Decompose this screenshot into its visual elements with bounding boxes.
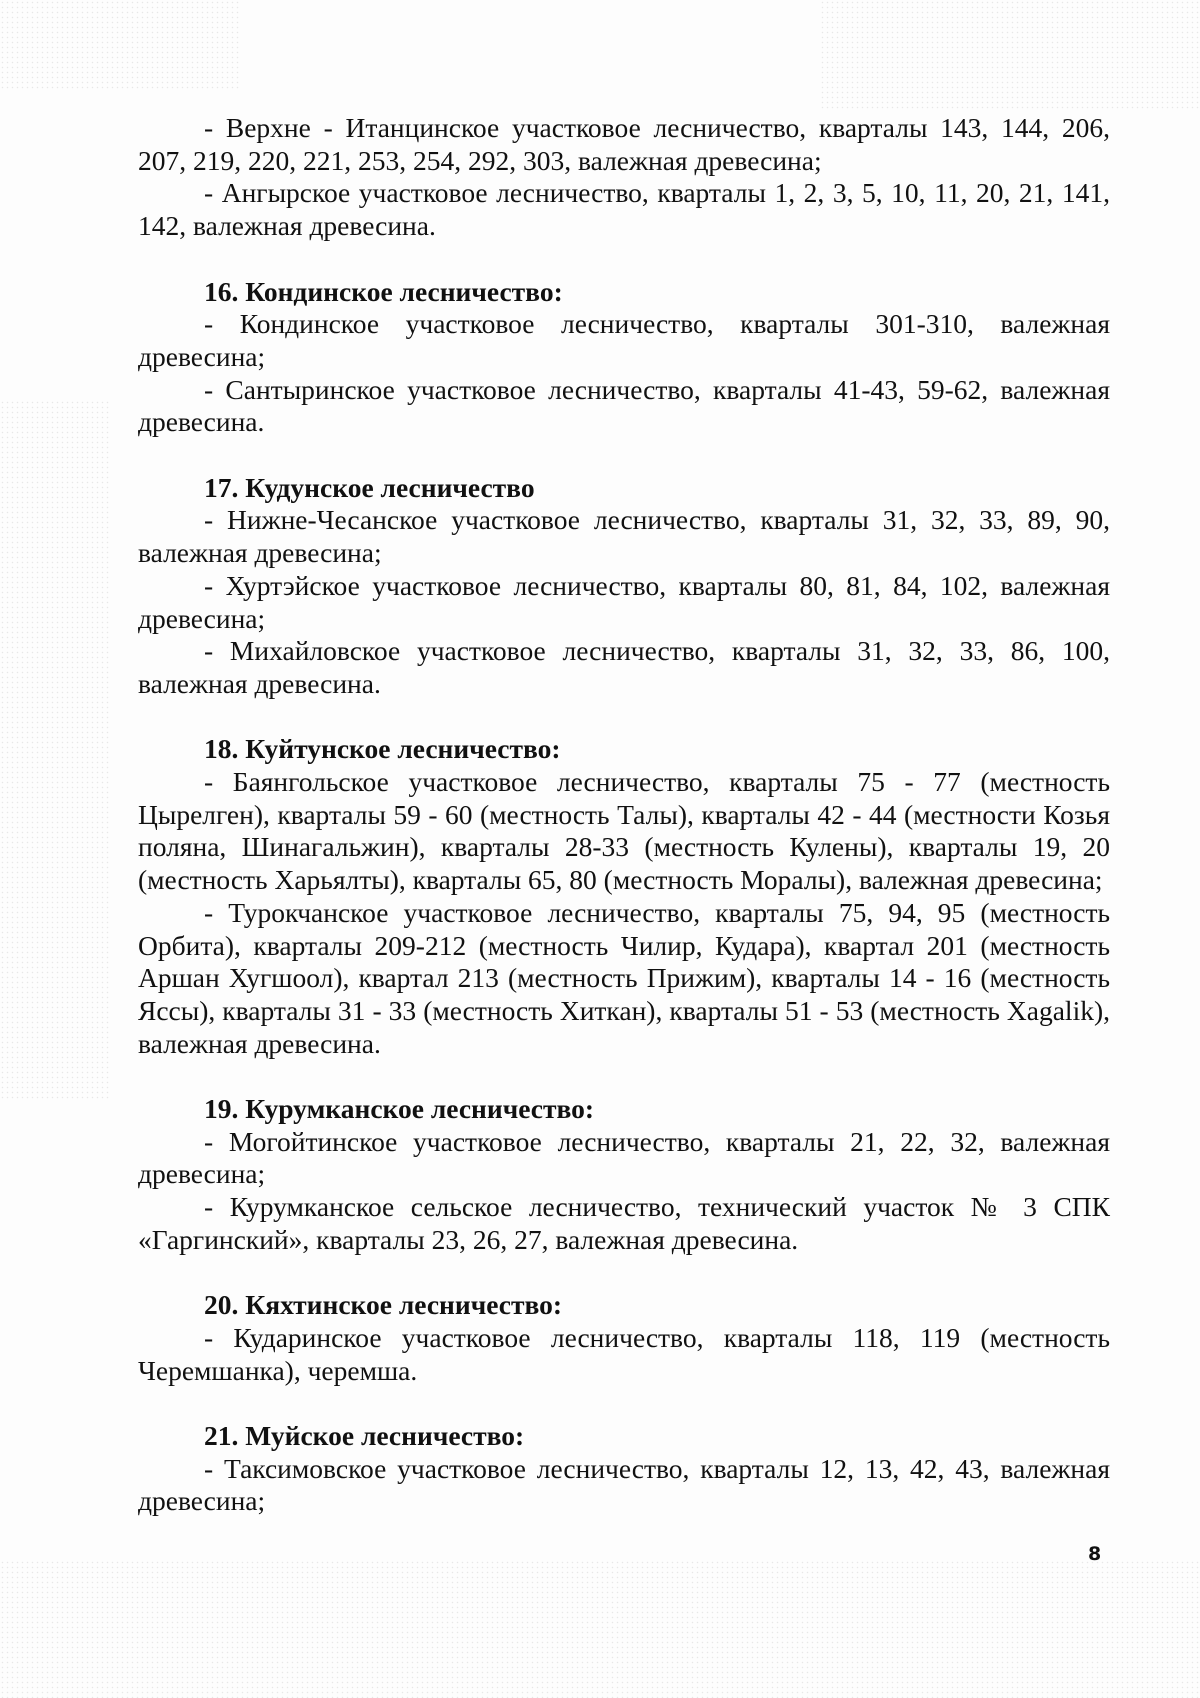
section-muyskoe (138, 1420, 1110, 1518)
paragraph: - Могойтинское участковое лесничество, кварталы 21, 22, 32, валежная древесина; (138, 1125, 1110, 1190)
paragraph: - Курумканское сельское лесничество, технический участок № 3 СПК «Гаргинский», кварталы 23, 26, 27, валежная древесина. (138, 1191, 1110, 1255)
paragraph: - Кондинское участковое лесничество, кварталы 301-310, валежная древесина; (138, 308, 1110, 372)
scan-noise-top-left (0, 0, 240, 90)
scan-noise-bottom (0, 1560, 1200, 1698)
paragraph: - Ангырское участковое лесничество, кварталы 1, 2, 3, 5, 10, 11, 20, 21, 141, 142, валежная древесина. (138, 177, 1110, 242)
section-kudunskoe (138, 472, 1110, 701)
scan-noise-top-right (820, 0, 1200, 110)
paragraph: - Верхне - Итанцинское участковое лесничество, кварталы 143, 144, 206, 207, 219, 220, 221, 253, 254, 292, 303, валежная древесина; (138, 112, 1110, 176)
section-kondinskoe (138, 276, 1110, 440)
page-number: 8 (1088, 1543, 1102, 1565)
section-heading: 16. Кондинское лесничество: (204, 275, 563, 307)
paragraph: - Михайловское участковое лесничество, кварталы 31, 32, 33, 86, 100, валежная древесина. (138, 635, 1110, 699)
section-kyakhtinskoe (138, 1289, 1110, 1387)
section-heading: 17. Кудунское лесничество (204, 471, 535, 503)
paragraph: - Турокчанское участковое лесничество, кварталы 75, 94, 95 (местность Орбита), кварталы 209-212 (местность Чилир, Кудара), квартал 201 (местность Аршан Хугшоол), квартал 213 (местность Прижим), кварталы 14 - 16 (местность Яссы), кварталы 31 - 33 (местность Хиткан), кварталы 51 - 53 (местность Хagalik), валежная древесина. (138, 896, 1110, 1059)
scan-noise-left (0, 400, 110, 1100)
paragraph: - Кударинское участковое лесничество, кварталы 118, 119 (местность Черемшанка), черемша. (138, 1321, 1110, 1386)
paragraph: - Хуртэйское участковое лесничество, кварталы 80, 81, 84, 102, валежная древесина; (138, 569, 1110, 634)
paragraph: - Нижне-Чесанское участковое лесничество, кварталы 31, 32, 33, 89, 90, валежная древесина; (138, 504, 1110, 569)
section-continued (138, 112, 1110, 243)
section-heading: 18. Куйтунское лесничество: (204, 733, 561, 765)
section-heading: 21. Муйское лесничество: (204, 1420, 525, 1452)
section-heading: 19. Курумканское лесничество: (204, 1093, 595, 1125)
paragraph: - Сантыринское участковое лесничество, кварталы 41-43, 59-62, валежная древесина. (138, 373, 1110, 438)
paragraph: - Таксимовское участковое лесничество, кварталы 12, 13, 42, 43, валежная древесина; (138, 1452, 1110, 1517)
paragraph: - Баянгольское участковое лесничество, кварталы 75 - 77 (местность Цырелген), кварталы 59 - 60 (местность Талы), кварталы 42 - 44 (местности Козья поляна, Шинагальжин), кварталы 28-33 (местность Кулены), кварталы 19, 20 (местность Харьялты), кварталы 65, 80 (местность Моралы), валежная древесина; (138, 766, 1110, 896)
document-body (138, 112, 1110, 1518)
section-kurumkanskoe (138, 1093, 1110, 1257)
section-heading: 20. Кяхтинское лесничество: (204, 1289, 563, 1321)
section-kuytunskoe (138, 733, 1110, 1060)
